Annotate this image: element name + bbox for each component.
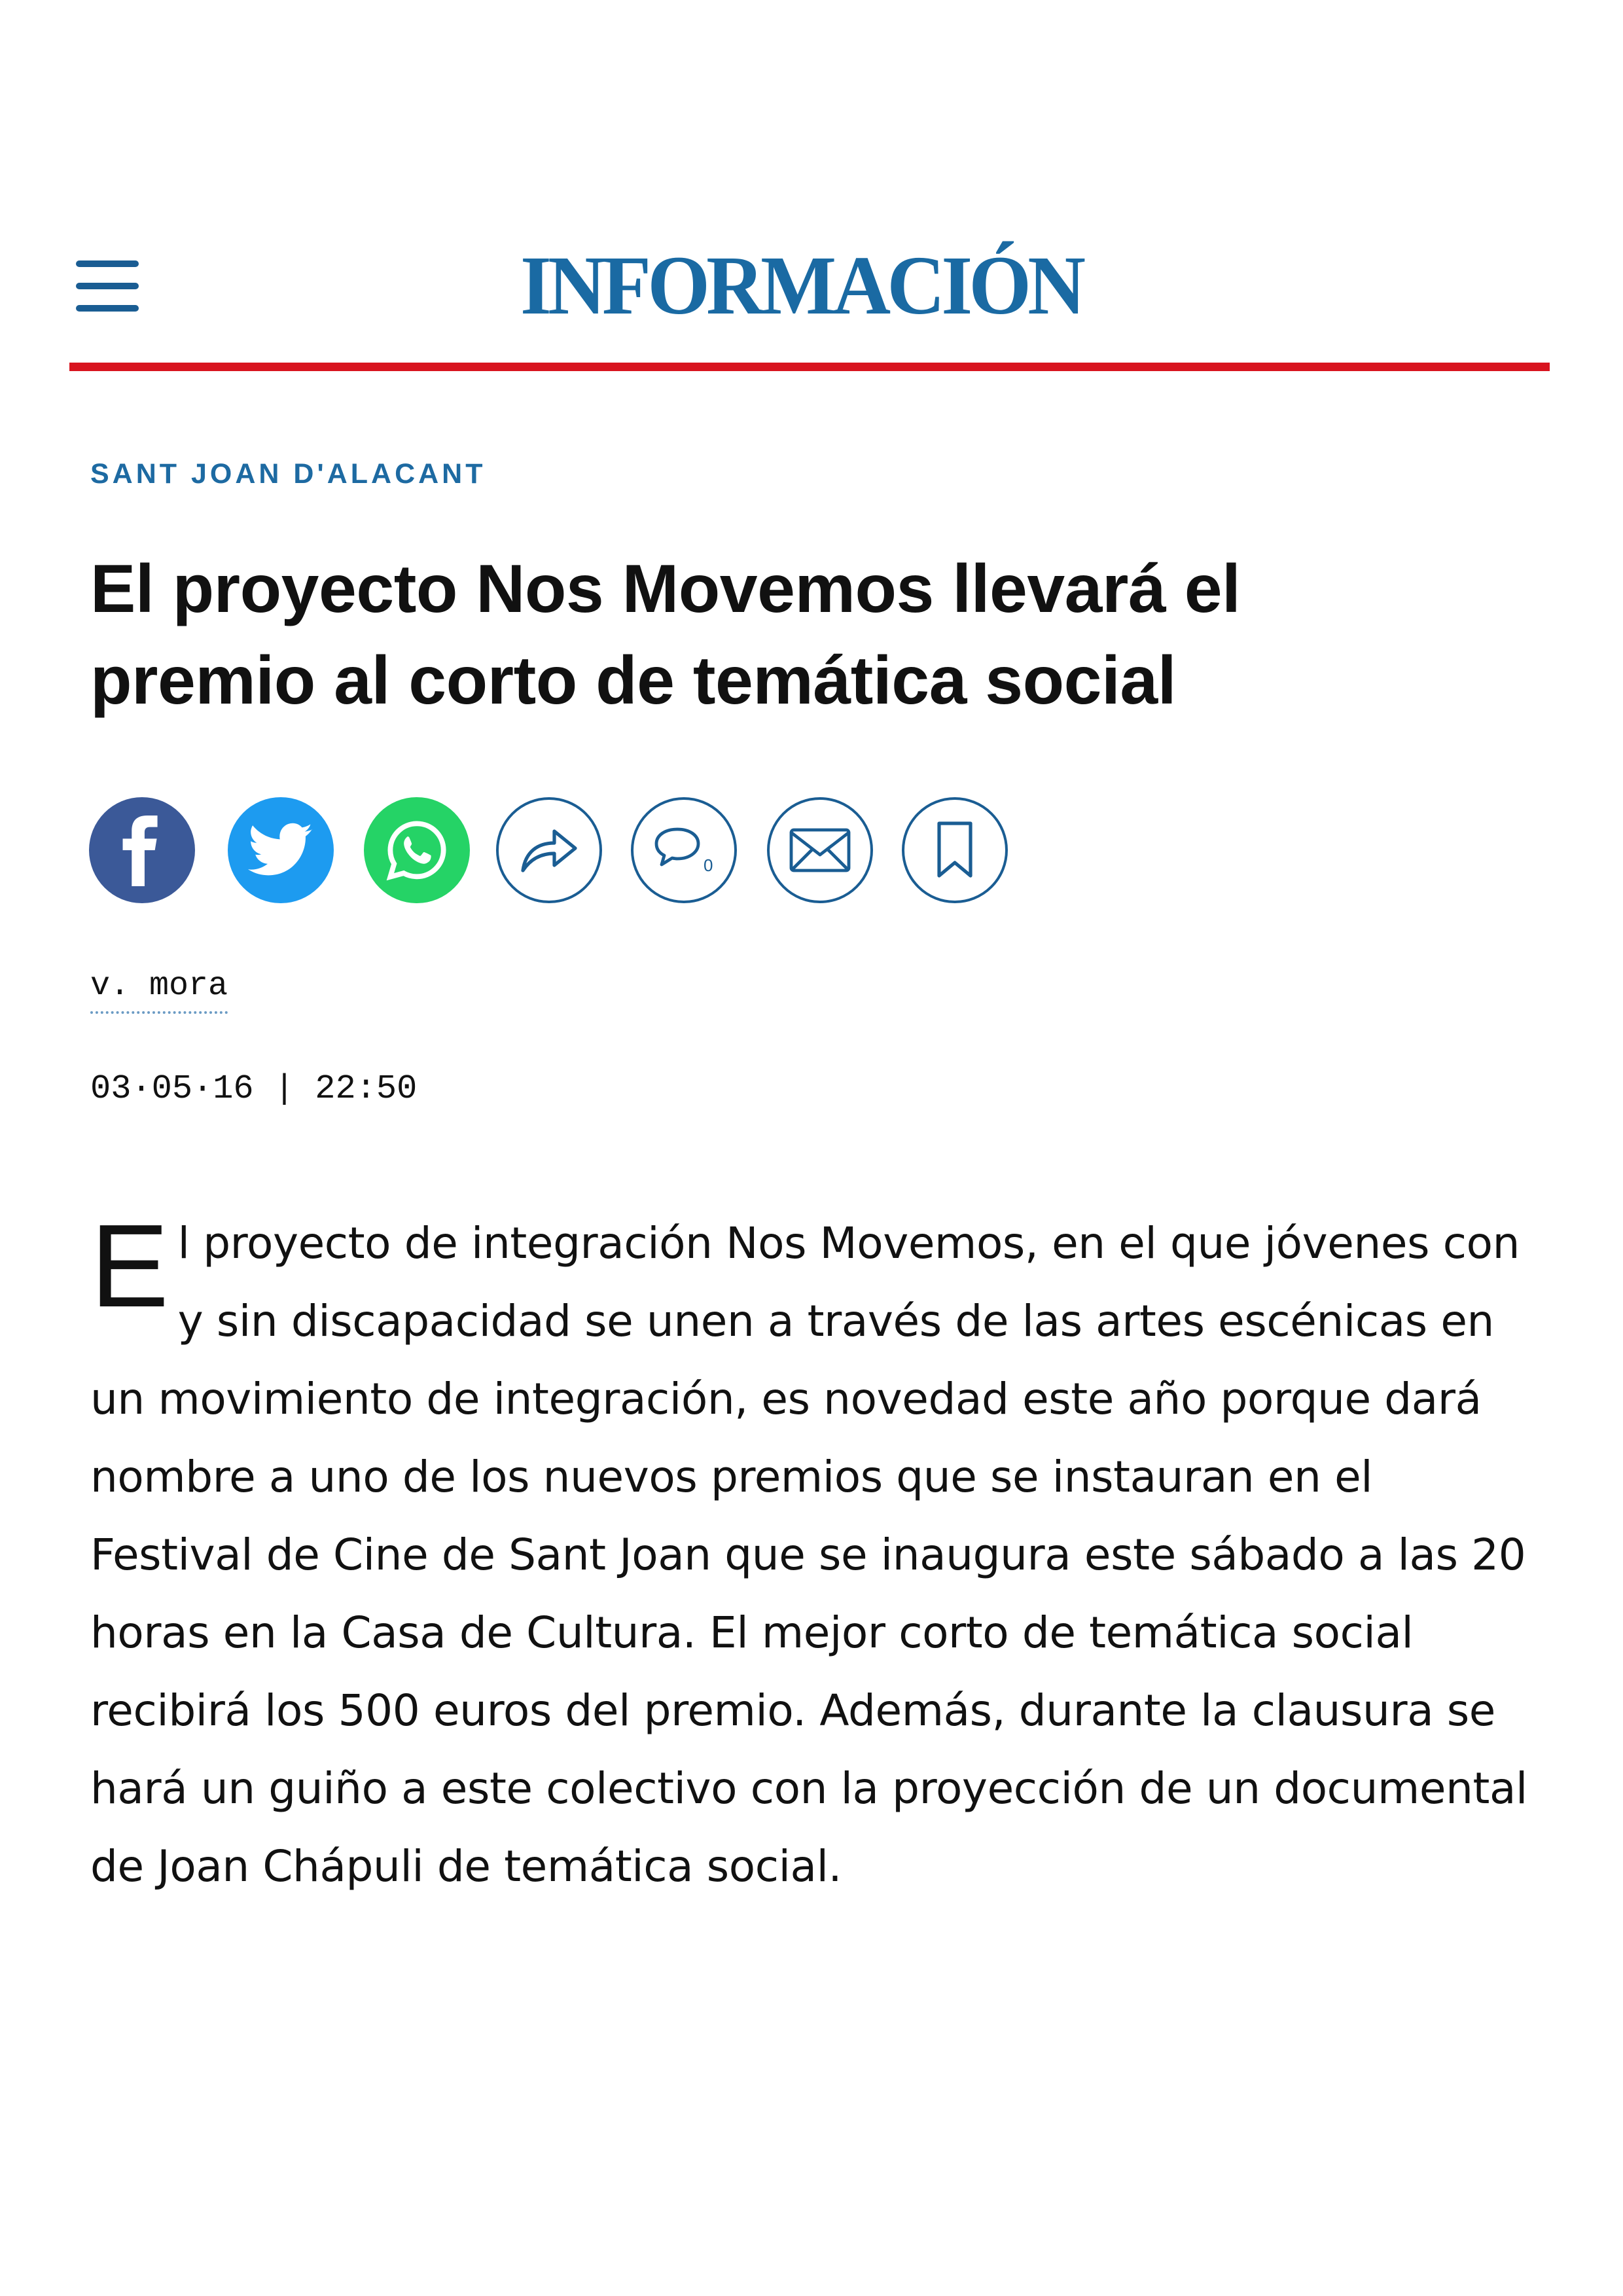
whatsapp-share-button[interactable] xyxy=(364,797,470,903)
share-arrow-icon xyxy=(519,826,579,874)
bookmark-icon xyxy=(934,821,976,880)
twitter-share-button[interactable] xyxy=(228,797,334,903)
mail-icon xyxy=(789,827,851,873)
facebook-icon xyxy=(116,814,168,886)
headline-line: premio al corto de temática social xyxy=(90,643,1177,719)
hamburger-menu-icon[interactable] xyxy=(76,260,140,313)
menu-bar xyxy=(76,260,139,267)
drop-cap: E xyxy=(90,1200,169,1332)
site-logo[interactable]: INFORMACIÓN xyxy=(520,239,1082,332)
share-button[interactable] xyxy=(496,797,602,903)
header-divider xyxy=(69,363,1550,371)
twitter-icon xyxy=(248,823,313,878)
comment-count: 0 xyxy=(704,855,713,875)
comments-button[interactable] xyxy=(631,797,737,903)
article-body xyxy=(90,1200,1530,1905)
menu-bar xyxy=(76,305,139,312)
article-body-text: l proyecto de integración Nos Movemos, en el que jóvenes con y sin discapacidad se unen a través de las artes escénicas en un movimiento de integración, es novedad este año porque dará nombre a uno de los nuevos premios que se instauran en el Festival de Cine de Sant Joan que se inaugura este sábado a las 20 horas en la Casa de Cultura. El mejor corto de temática social recibirá los 500 euros del premio. Además, durante la clausura se hará un guiño a este colectivo con la proyección de un documental de Joan Chápuli de temática social. xyxy=(90,1218,1527,1892)
author-link[interactable]: v. mora xyxy=(90,967,228,1014)
publish-date: 03·05·16 | 22:50 xyxy=(90,1069,418,1108)
comment-icon xyxy=(651,824,717,876)
facebook-share-button[interactable] xyxy=(89,797,195,903)
headline-line: El proyecto Nos Movemos llevará el xyxy=(90,551,1241,627)
site-header xyxy=(0,0,1623,380)
bookmark-button[interactable] xyxy=(902,797,1008,903)
article-headline xyxy=(90,543,1530,726)
whatsapp-icon xyxy=(383,816,451,884)
section-tag[interactable]: SANT JOAN D'ALACANT xyxy=(90,458,486,490)
menu-bar xyxy=(76,283,139,289)
share-bar xyxy=(89,797,1005,906)
email-share-button[interactable] xyxy=(767,797,873,903)
